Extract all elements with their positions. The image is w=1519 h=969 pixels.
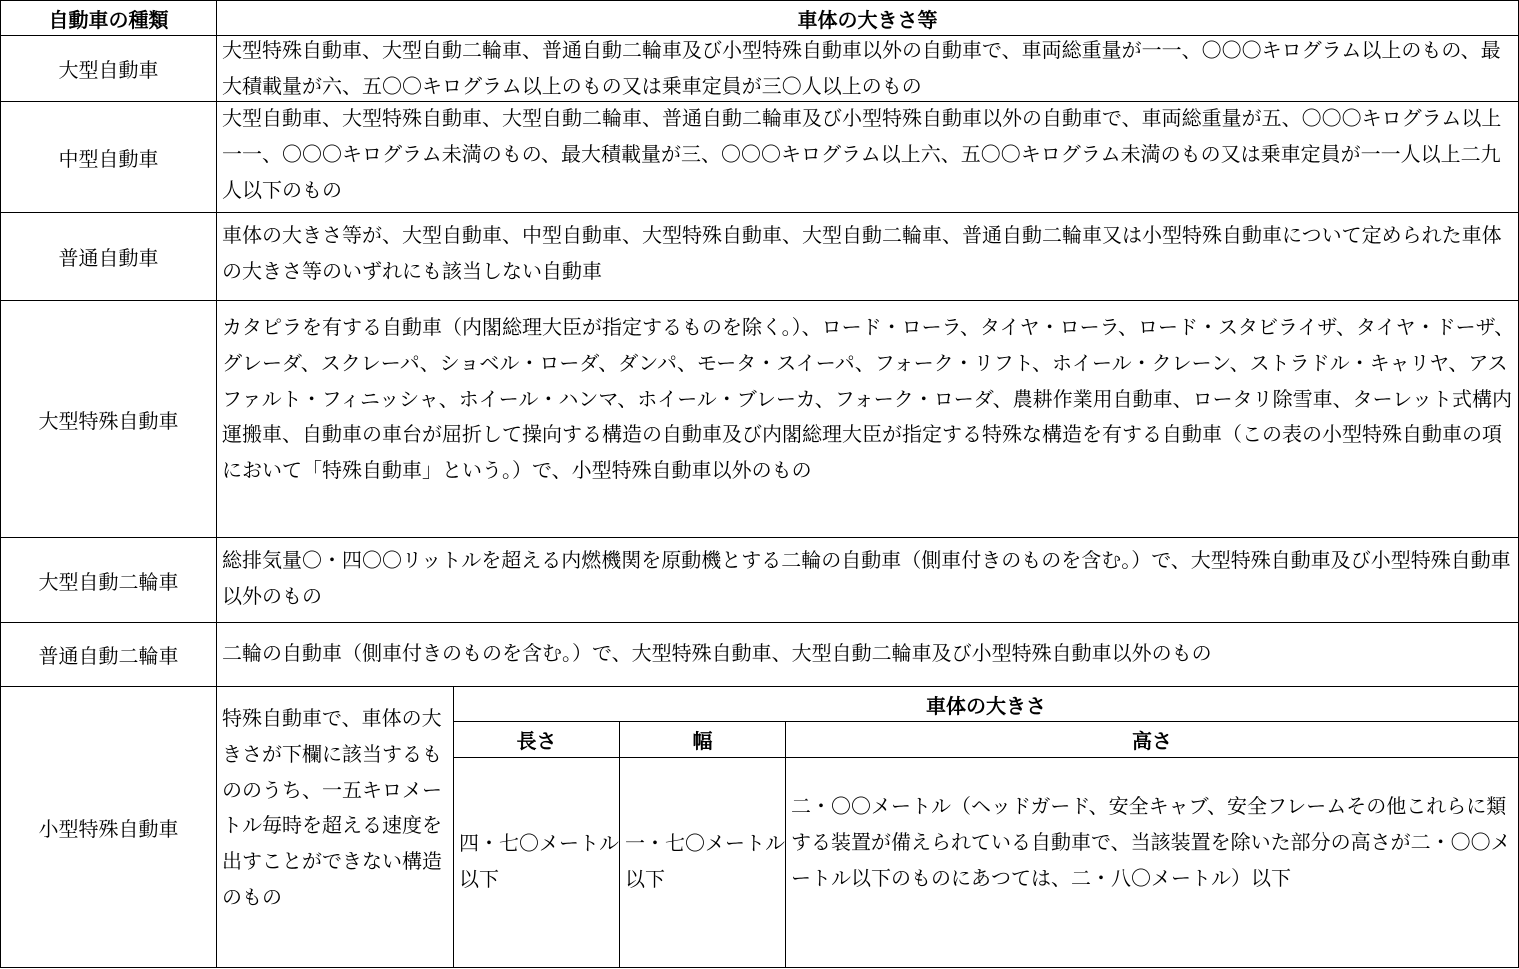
subheader-length: 長さ <box>516 729 557 753</box>
size-description-large-special: カタピラを有する自動車（内閣総理大臣が指定するものを除く。）、ロード・ローラ、タイヤ・ローラ、ロード・スタビライザ、タイヤ・ドーザ、グレーダ、スクレーパ、ショベル・ローダ、ダンパ、モータ・スイーパ、フォーク・リフト、ホイール・クレーン、ストラドル・キャリヤ、アスファルト・フィニッシャ、ホイール・ハンマ、ホイール・ブレーカ、フォーク・ローダ、農耕作業用自動車、ロータリ除雪車、ターレット式構内運搬車、自動車の車台が屈折して操向する構造の自動車及び内閣総理大臣が指定する特殊な構造を有する自動車（この表の小型特殊自動車の項において「特殊自動車」という。）で、小型特殊自動車以外のもの <box>222 315 1515 483</box>
rule <box>0 300 1519 301</box>
rule <box>0 622 1519 623</box>
vehicle-type-small-special: 小型特殊自動車 <box>38 816 179 841</box>
rule <box>454 757 1519 758</box>
size-description-small-special: 特殊自動車で、車体の大きさが下欄に該当するもののうち、一五キロメートル毎時を超える速度を出すことができない構造のもの <box>222 706 442 909</box>
header-vehicle-type: 自動車の種類 <box>48 7 169 32</box>
size-description-large-motorcycle: 総排気量〇・四〇〇リットルを超える内燃機関を原動機とする二輪の自動車（側車付きのものを含む。）で、大型特殊自動車及び小型特殊自動車以外のもの <box>222 548 1511 608</box>
header-body-size: 車体の大きさ等 <box>797 7 938 32</box>
size-description-standard-motorcycle: 二輪の自動車（側車付きのものを含む。）で、大型特殊自動車、大型自動二輪車及び小型特殊自動車以外のもの <box>222 641 1212 665</box>
size-description-medium: 大型自動車、大型特殊自動車、大型自動二輪車、普通自動二輪車及び小型特殊自動車以外の自動車で、車両総重量が五、〇〇〇キログラム以上一一、〇〇〇キログラム未満のもの、最大積載量が三、〇〇〇キログラム以上六、五〇〇キログラム未満のもの又は乗車定員が一一人以上二九人以下のもの <box>222 106 1502 202</box>
subheader-body-size: 車体の大きさ <box>926 693 1046 718</box>
length-value: 四・七〇メートル以下 <box>459 831 619 891</box>
size-description-standard: 車体の大きさ等が、大型自動車、中型自動車、大型特殊自動車、大型自動二輪車、普通自動二輪車又は小型特殊自動車について定められた車体の大きさ等のいずれにも該当しない自動車 <box>222 223 1502 283</box>
rule <box>0 212 1519 213</box>
width-value: 一・七〇メートル以下 <box>625 831 785 891</box>
height-value: 二・〇〇メートル（ヘッドガード、安全キャブ、安全フレームその他これらに類する装置が備えられている自動車で、当該装置を除いた部分の高さが二・〇〇メートル以下のものにあつては、二・八〇メートル）以下 <box>791 794 1511 890</box>
vehicle-type-standard: 普通自動車 <box>58 246 159 270</box>
rule <box>0 537 1519 538</box>
vehicle-type-medium: 中型自動車 <box>58 146 159 171</box>
subheader-width: 幅 <box>692 729 713 753</box>
rule <box>0 967 1519 968</box>
vehicle-type-large-motorcycle: 大型自動二輪車 <box>38 569 179 594</box>
vehicle-type-standard-motorcycle: 普通自動二輪車 <box>38 644 179 668</box>
vehicle-type-large-special: 大型特殊自動車 <box>38 408 179 433</box>
subheader-height: 高さ <box>1132 729 1172 753</box>
vehicle-type-large: 大型自動車 <box>58 58 159 82</box>
size-description-large: 大型特殊自動車、大型自動二輪車、普通自動二輪車及び小型特殊自動車以外の自動車で、車両総重量が一一、〇〇〇キログラム以上のもの、最大積載量が六、五〇〇キログラム以上のもの又は乗車定員が三〇人以上のもの <box>222 38 1501 98</box>
